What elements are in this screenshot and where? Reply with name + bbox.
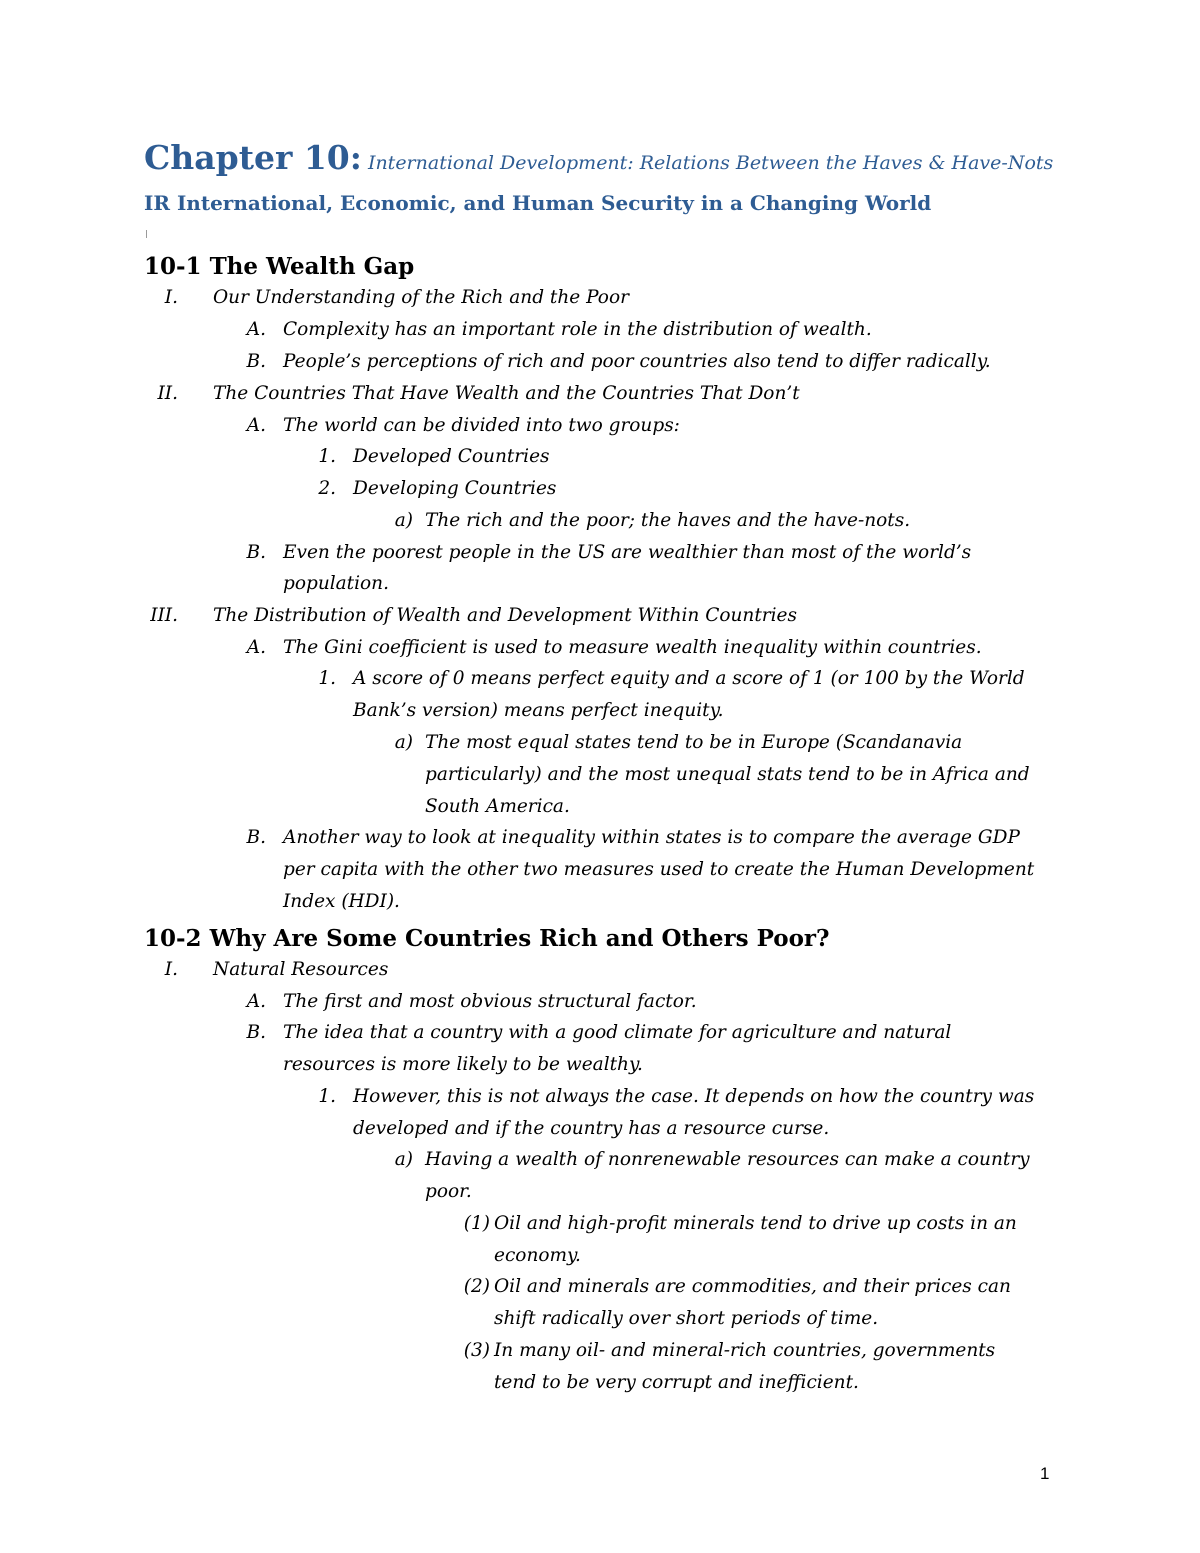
outline-text-paren: shift radically over short periods of time. xyxy=(494,1308,879,1329)
outline-marker-letter: B. xyxy=(246,1022,266,1043)
outline-text-number: Developed Countries xyxy=(353,446,550,467)
outline-marker-roman: II. xyxy=(157,383,178,404)
chapter-label: Chapter 10: xyxy=(144,138,362,177)
outline-text-roman: Natural Resources xyxy=(213,959,389,980)
outline-marker-letter: B. xyxy=(246,827,266,848)
paragraph-mark xyxy=(146,230,147,238)
outline-marker-paren: (2) xyxy=(463,1276,490,1297)
outline-marker-number: 2. xyxy=(318,478,336,499)
outline-text-letter: resources is more likely to be wealthy. xyxy=(283,1054,643,1075)
outline-text-letter: per capita with the other two measures used to create the Human Development xyxy=(283,859,1035,880)
outline-marker-paren: (3) xyxy=(463,1340,490,1361)
outline-text-paren: Oil and minerals are commodities, and their prices can xyxy=(494,1276,1011,1297)
outline-marker-roman: I. xyxy=(164,287,178,308)
outline-marker-letter: A. xyxy=(246,415,266,436)
outline-marker-sub: a) xyxy=(394,732,413,753)
section-title: 10-1 The Wealth Gap xyxy=(144,253,415,280)
outline-text-letter: Complexity has an important role in the distribution of wealth. xyxy=(283,319,872,340)
outline-marker-sub: a) xyxy=(394,1149,413,1170)
outline-marker-letter: B. xyxy=(246,542,266,563)
outline-text-paren: In many oil- and mineral-rich countries, governments xyxy=(494,1340,996,1361)
outline-text-sub: Having a wealth of nonrenewable resources can make a country xyxy=(425,1149,1030,1170)
chapter-subtitle: International Development: Relations Between the Haves & Have-Nots xyxy=(367,152,1054,174)
section-title: 10-2 Why Are Some Countries Rich and Others Poor? xyxy=(144,925,830,952)
outline-text-letter: Another way to look at inequality within states is to compare the average GDP xyxy=(283,827,1020,848)
outline-marker-paren: (1) xyxy=(463,1213,490,1234)
outline-text-sub: The most equal states tend to be in Europe (Scandanavia xyxy=(425,732,963,753)
outline-text-roman: Our Understanding of the Rich and the Poor xyxy=(213,287,629,308)
outline-text-sub: poor. xyxy=(425,1181,472,1202)
outline-text-number: However, this is not always the case. It depends on how the country was xyxy=(353,1086,1035,1107)
outline-text-letter: Even the poorest people in the US are wealthier than most of the world’s xyxy=(283,542,972,563)
outline-marker-roman: III. xyxy=(150,605,178,626)
outline-marker-roman: I. xyxy=(164,959,178,980)
outline-marker-number: 1. xyxy=(318,446,336,467)
outline-text-number: developed and if the country has a resource curse. xyxy=(353,1118,830,1139)
outline-text-sub: particularly) and the most unequal stats tend to be in Africa and xyxy=(425,764,1030,785)
outline-marker-letter: B. xyxy=(246,351,266,372)
outline-text-paren: Oil and high-profit minerals tend to drive up costs in an xyxy=(494,1213,1017,1234)
outline-marker-letter: A. xyxy=(246,991,266,1012)
outline-text-letter: The idea that a country with a good climate for agriculture and natural xyxy=(283,1022,952,1043)
course-title: IR International, Economic, and Human Security in a Changing World xyxy=(144,191,932,215)
page-number: 1 xyxy=(1040,1464,1050,1483)
outline-marker-number: 1. xyxy=(318,668,336,689)
outline-text-number: Bank’s version) means perfect inequity. xyxy=(353,700,724,721)
outline-text-sub: South America. xyxy=(425,796,570,817)
outline-text-letter: The Gini coefficient is used to measure wealth inequality within countries. xyxy=(283,637,982,658)
outline-marker-number: 1. xyxy=(318,1086,336,1107)
outline-text-letter: The world can be divided into two groups: xyxy=(283,415,680,436)
outline-text-letter: The first and most obvious structural factor. xyxy=(283,991,697,1012)
outline-text-letter: People’s perceptions of rich and poor countries also tend to differ radically. xyxy=(283,351,991,372)
outline-text-number: Developing Countries xyxy=(353,478,557,499)
outline-text-roman: The Distribution of Wealth and Development Within Countries xyxy=(213,605,797,626)
outline-text-letter: population. xyxy=(283,573,389,594)
outline-text-paren: tend to be very corrupt and inefficient. xyxy=(494,1372,859,1393)
outline-text-roman: The Countries That Have Wealth and the Countries That Don’t xyxy=(213,383,800,404)
outline-text-letter: Index (HDI). xyxy=(283,891,400,912)
outline-marker-letter: A. xyxy=(246,319,266,340)
outline-text-paren: economy. xyxy=(494,1245,581,1266)
outline-marker-sub: a) xyxy=(394,510,413,531)
chapter-heading xyxy=(144,138,1053,177)
outline-text-sub: The rich and the poor; the haves and the have-nots. xyxy=(425,510,911,531)
outline-text-number: A score of 0 means perfect equity and a score of 1 (or 100 by the World xyxy=(353,668,1025,689)
outline-marker-letter: A. xyxy=(246,637,266,658)
